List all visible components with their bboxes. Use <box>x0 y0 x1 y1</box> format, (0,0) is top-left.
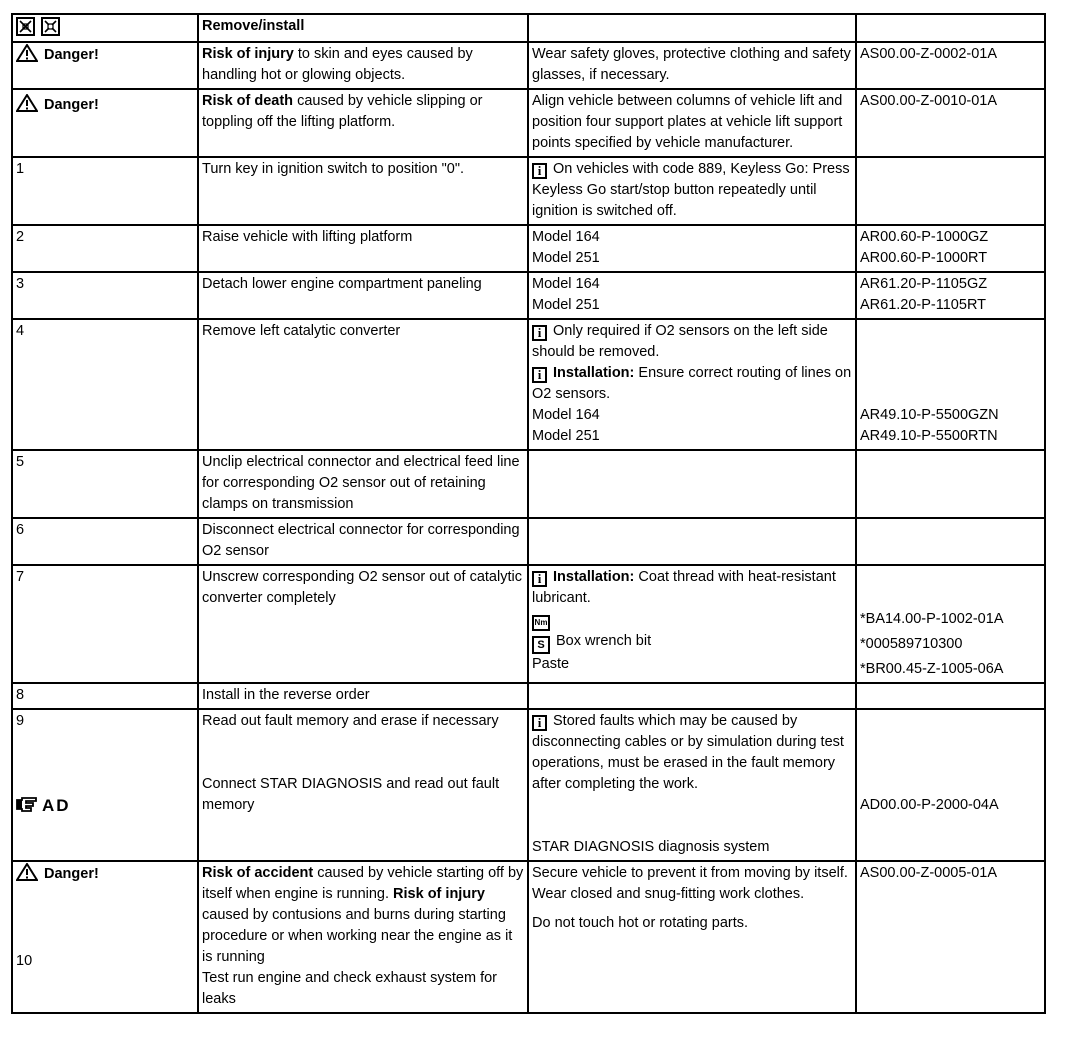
risk-label: Risk of death <box>202 93 294 109</box>
risk-text: caused by contusions and burns during starting procedure or when working near the engine as it is running <box>202 907 513 965</box>
warning-triangle-icon <box>16 44 38 62</box>
step-row-2 <box>12 225 1045 272</box>
info-icon: i <box>532 715 547 731</box>
step-action: Unscrew corresponding O2 sensor out of catalytic converter completely <box>198 565 528 683</box>
step-number: 10 <box>16 953 33 969</box>
installation-label: Installation: <box>553 365 635 381</box>
ad-action: Connect STAR DIAGNOSIS and read out fault memory <box>202 776 500 813</box>
tool-label: Box wrench bit <box>556 633 652 649</box>
measure-text: Wear safety gloves, protective clothing and safety glasses, if necessary. <box>528 42 856 89</box>
reference-link[interactable]: AS00.00-Z-0010-01A <box>856 89 1045 157</box>
step-number: 9 <box>16 713 25 729</box>
header-title: Remove/install <box>198 14 528 42</box>
model-label: Model 164 <box>532 229 600 245</box>
step-action: Unclip electrical connector and electrical feed line for corresponding O2 sensor out of retaining clamps on transmission <box>198 450 528 518</box>
step-row-6 <box>12 518 1045 565</box>
risk-text: caused by vehicle starting off by itself when engine is running. <box>202 865 524 902</box>
model-label: Model 251 <box>532 297 600 313</box>
step-action: Remove left catalytic converter <box>198 319 528 450</box>
torque-nm-icon: Nm <box>532 615 550 631</box>
paste-label: Paste <box>532 656 570 672</box>
step-action: Detach lower engine compartment paneling <box>198 272 528 319</box>
procedure-table <box>11 13 1046 1014</box>
info-icon: i <box>532 163 547 179</box>
danger-row-death <box>12 89 1045 157</box>
info-icon: i <box>532 571 547 587</box>
reference-link[interactable]: AR49.10-P-5500GZN <box>860 407 999 423</box>
step-number: 7 <box>12 565 198 683</box>
model-label: Model 251 <box>532 428 600 444</box>
note-text: Ensure correct routing of lines on O2 sensors. <box>532 365 852 402</box>
installation-label: Installation: <box>553 569 635 585</box>
danger-row-injury <box>12 42 1045 89</box>
step-number: 8 <box>12 683 198 709</box>
step-action: Test run engine and check exhaust system for leaks <box>202 970 497 1007</box>
step-action: Disconnect electrical connector for corresponding O2 sensor <box>198 518 528 565</box>
reference-link[interactable]: AR49.10-P-5500RTN <box>860 428 998 444</box>
step-action: Turn key in ignition switch to position "0". <box>198 157 528 225</box>
step-number: 1 <box>12 157 198 225</box>
step-number: 4 <box>12 319 198 450</box>
risk-text: caused by vehicle slipping or toppling off the lifting platform. <box>202 93 483 130</box>
warning-triangle-icon <box>16 863 38 881</box>
reference-link[interactable]: AR00.60-P-1000RT <box>860 250 988 266</box>
reference-link[interactable]: AS00.00-Z-0002-01A <box>856 42 1045 89</box>
step-row-4 <box>12 319 1045 450</box>
info-icon: i <box>532 325 547 341</box>
header-row <box>12 14 1045 42</box>
risk-label: Risk of accident <box>202 865 314 881</box>
reference-link[interactable]: AD00.00-P-2000-04A <box>860 797 999 813</box>
pointing-hand-icon <box>16 796 42 814</box>
reference-link[interactable]: *BR00.45-Z-1005-06A <box>860 661 1004 677</box>
danger-label: Danger! <box>44 866 99 882</box>
measure-text: Wear closed and snug-fitting work clothes. <box>532 886 805 902</box>
step-row-1 <box>12 157 1045 225</box>
step-action: Read out fault memory and erase if necessary <box>202 713 499 729</box>
header-icons-cell <box>12 14 198 42</box>
reference-link[interactable]: AR61.20-P-1105GZ <box>860 276 988 292</box>
info-icon: i <box>532 367 547 383</box>
danger-label: Danger! <box>44 97 99 113</box>
model-label: Model 164 <box>532 276 600 292</box>
step-action: Install in the reverse order <box>198 683 528 709</box>
install-icon <box>41 17 60 36</box>
step-action: Raise vehicle with lifting platform <box>198 225 528 272</box>
diagnosis-system-label: STAR DIAGNOSIS diagnosis system <box>532 839 770 855</box>
step-number: 6 <box>12 518 198 565</box>
ad-label: AD <box>42 796 71 815</box>
reference-link[interactable]: AR00.60-P-1000GZ <box>860 229 989 245</box>
risk-label: Risk of injury <box>393 886 485 902</box>
measure-text: Align vehicle between columns of vehicle lift and position four support plates at vehicle lift support points specified by vehicle manufacturer. <box>528 89 856 157</box>
step-row-8 <box>12 683 1045 709</box>
danger-label: Danger! <box>44 47 99 63</box>
model-label: Model 251 <box>532 250 600 266</box>
step-row-3 <box>12 272 1045 319</box>
measure-text: Do not touch hot or rotating parts. <box>532 915 749 931</box>
risk-label: Risk of injury <box>202 46 294 62</box>
danger-row-accident <box>12 861 1045 1013</box>
tool-wrench-icon: S <box>532 636 550 654</box>
note-text: Only required if O2 sensors on the left side should be removed. <box>532 323 828 360</box>
step-row-7 <box>12 565 1045 683</box>
step-row-5 <box>12 450 1045 518</box>
measure-text: Secure vehicle to prevent it from moving by itself. <box>532 865 848 881</box>
reference-link[interactable]: *BA14.00-P-1002-01A <box>860 611 1004 627</box>
step-number: 2 <box>12 225 198 272</box>
reference-link[interactable]: *000589710300 <box>860 636 963 652</box>
note-text: Stored faults which may be caused by disconnecting cables or by simulation during test operations, must be erased in the fault memory after completing the work. <box>532 713 844 792</box>
note-text: Coat thread with heat-resistant lubricant. <box>532 569 836 606</box>
remove-icon <box>16 17 35 36</box>
model-label: Model 164 <box>532 407 600 423</box>
step-number: 5 <box>12 450 198 518</box>
step-number: 3 <box>12 272 198 319</box>
note-text: On vehicles with code 889, Keyless Go: Press Keyless Go start/stop button repeatedly until ignition is switched off. <box>532 161 850 219</box>
reference-link[interactable]: AS00.00-Z-0005-01A <box>856 861 1045 1013</box>
risk-text: to skin and eyes caused by handling hot or glowing objects. <box>202 46 473 83</box>
warning-triangle-icon <box>16 94 38 112</box>
step-row-9 <box>12 709 1045 861</box>
reference-link[interactable]: AR61.20-P-1105RT <box>860 297 987 313</box>
